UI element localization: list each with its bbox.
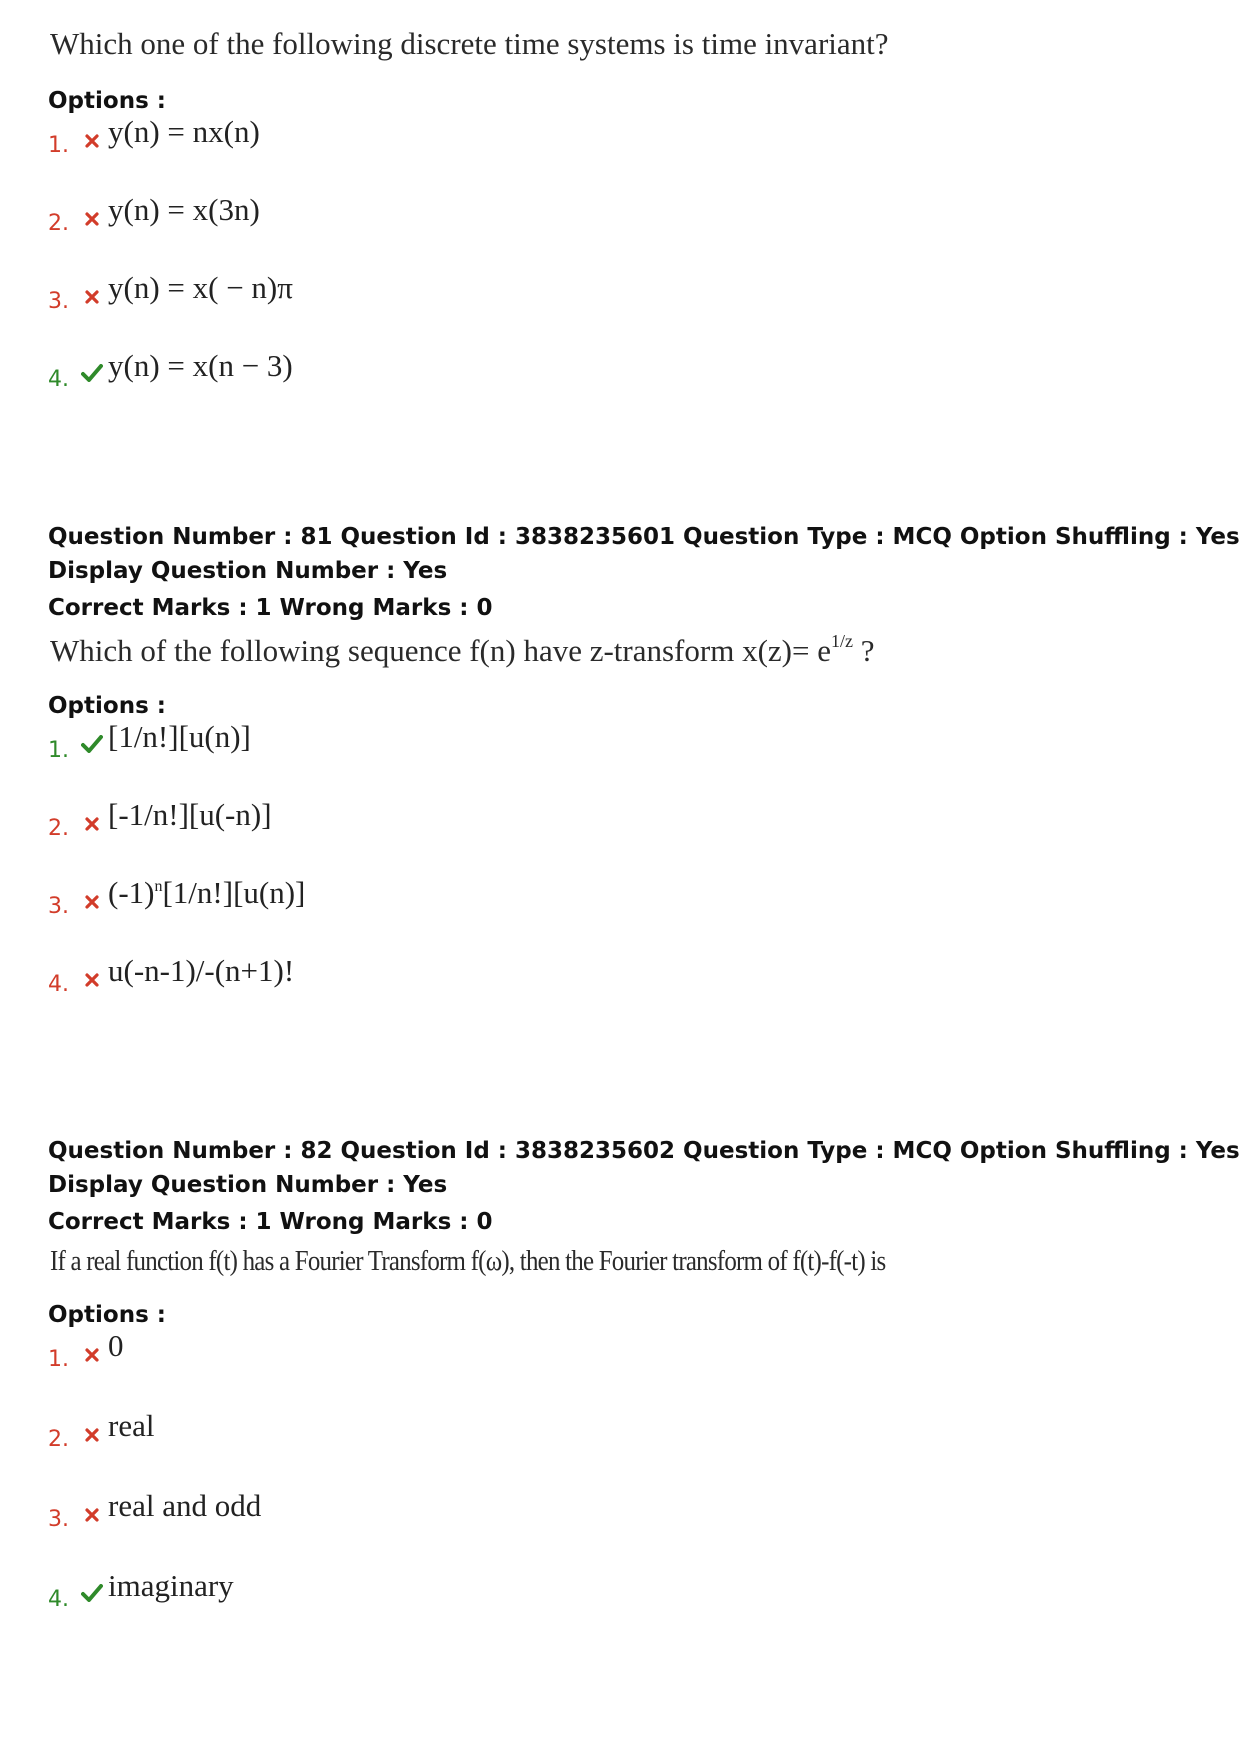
cross-icon bbox=[76, 1348, 108, 1367]
question-text-main: Which of the following sequence f(n) have z-transform x(z)= e bbox=[50, 633, 831, 668]
question-block-1 bbox=[48, 22, 1198, 426]
option-text: 0 bbox=[108, 1328, 124, 1363]
question-header-line-2: Display Question Number : Yes bbox=[48, 558, 448, 584]
question-text bbox=[50, 631, 1198, 669]
option-number: 2. bbox=[48, 211, 69, 236]
option-number: 3. bbox=[48, 894, 69, 919]
question-text-superscript: 1/z bbox=[830, 631, 853, 651]
option-number: 2. bbox=[48, 1427, 69, 1452]
options-list bbox=[48, 719, 1198, 1031]
question-block-3 bbox=[48, 1134, 1240, 1648]
option-number: 1. bbox=[48, 738, 69, 763]
options-list bbox=[48, 114, 1198, 426]
option-number: 1. bbox=[48, 133, 69, 158]
option-text: imaginary bbox=[108, 1568, 234, 1603]
option-number: 3. bbox=[48, 289, 69, 314]
option-number: 4. bbox=[48, 972, 69, 997]
option-text bbox=[108, 875, 305, 911]
question-header-line-2: Display Question Number : Yes bbox=[48, 1172, 448, 1198]
question-text-end: ? bbox=[852, 633, 875, 668]
option-text: [-1/n!][u(-n)] bbox=[108, 797, 272, 832]
option-4 bbox=[48, 1568, 1198, 1648]
option-number: 1. bbox=[48, 1347, 69, 1372]
option-3 bbox=[48, 1488, 1198, 1568]
option-text: real bbox=[108, 1408, 155, 1443]
options-label: Options : bbox=[48, 693, 166, 719]
option-1 bbox=[48, 1328, 1198, 1408]
option-number: 2. bbox=[48, 816, 69, 841]
check-icon bbox=[76, 735, 108, 758]
option-text: u(-n-1)/-(n+1)! bbox=[108, 953, 295, 988]
question-text: If a real function f(t) has a Fourier Transform f(ω), then the Fourier transform of f(t)-f(-t) is bbox=[50, 1245, 886, 1277]
option-3 bbox=[48, 875, 1198, 953]
options-list bbox=[48, 1328, 1198, 1648]
option-2 bbox=[48, 192, 1198, 270]
marks-line: Correct Marks : 1 Wrong Marks : 0 bbox=[48, 1209, 493, 1235]
option-4 bbox=[48, 953, 1198, 1031]
option-number: 3. bbox=[48, 1507, 69, 1532]
marks-line: Correct Marks : 1 Wrong Marks : 0 bbox=[48, 595, 493, 621]
option-text-part: [1/n!][u(n)] bbox=[162, 875, 306, 910]
cross-icon bbox=[76, 290, 108, 309]
option-number: 4. bbox=[48, 367, 69, 392]
check-icon bbox=[76, 1584, 108, 1607]
question-text: Which one of the following discrete time systems is time invariant? bbox=[50, 26, 889, 61]
option-text: y(n) = nx(n) bbox=[108, 114, 260, 149]
cross-icon bbox=[76, 134, 108, 153]
options-label: Options : bbox=[48, 88, 166, 114]
cross-icon bbox=[76, 973, 108, 992]
cross-icon bbox=[76, 1508, 108, 1527]
option-2 bbox=[48, 1408, 1198, 1488]
option-text: y(n) = x(n − 3) bbox=[108, 348, 293, 383]
options-label: Options : bbox=[48, 1302, 166, 1328]
question-header-line-1: Question Number : 81 Question Id : 3838235601 Question Type : MCQ Option Shuffling : Yes bbox=[48, 524, 1240, 550]
cross-icon bbox=[76, 212, 108, 231]
option-text: [1/n!][u(n)] bbox=[108, 719, 251, 754]
option-text: y(n) = x( − n)π bbox=[108, 270, 293, 305]
option-3 bbox=[48, 270, 1198, 348]
option-text-part: (-1) bbox=[108, 875, 155, 910]
option-text-superscript: n bbox=[154, 878, 163, 895]
question-header-line-1: Question Number : 82 Question Id : 3838235602 Question Type : MCQ Option Shuffling : Yes bbox=[48, 1138, 1240, 1164]
question-meta bbox=[48, 520, 1240, 625]
option-number: 4. bbox=[48, 1587, 69, 1612]
option-1 bbox=[48, 114, 1198, 192]
option-1 bbox=[48, 719, 1198, 797]
cross-icon bbox=[76, 1428, 108, 1447]
question-meta bbox=[48, 1134, 1240, 1239]
cross-icon bbox=[76, 895, 108, 914]
option-2 bbox=[48, 797, 1198, 875]
option-text: y(n) = x(3n) bbox=[108, 192, 260, 227]
option-4 bbox=[48, 348, 1198, 426]
option-text: real and odd bbox=[108, 1488, 262, 1523]
check-icon bbox=[76, 364, 108, 387]
question-block-2 bbox=[48, 520, 1240, 1031]
cross-icon bbox=[76, 817, 108, 836]
